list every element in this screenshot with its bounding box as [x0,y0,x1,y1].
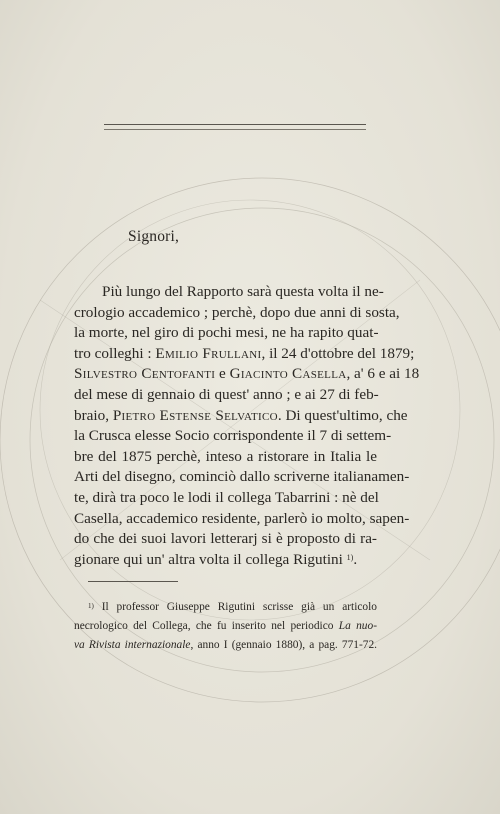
body-paragraph [74,282,420,570]
footnote-line [74,636,377,655]
text-line [74,385,377,406]
person-name: Giacinto Casella [229,365,347,383]
text-line [74,344,415,365]
text-run: crologio accademico ; perchè, dopo due anni di sosta, [74,303,400,321]
text-run: , il 24 d'ottobre del 1879; [261,344,415,362]
periodical-title: La nuo- [338,620,377,632]
text-run: Casella, accademico residente, parlerò io molto, sapen- [74,509,410,527]
text-run: do che dei suoi lavori letterarj si è proposto di ra- [74,530,377,548]
text-line [74,529,377,550]
text-line [74,550,377,571]
text-line [74,406,408,427]
text-line [74,426,392,447]
text-line [74,447,377,468]
footnote-reference: 1) [346,552,354,562]
text-run: bre del 1875 perchè, inteso a ristorare in Italia le [74,447,377,465]
text-run: tro colleghi : [74,344,156,362]
footnote-line [74,598,377,617]
text-run: la morte, nel giro di pochi mesi, ne ha rapito quat- [74,324,379,342]
text-line [74,303,400,324]
text-run: necrologico del Collega, che fu inserito nel periodico [74,620,339,632]
header-double-rule [104,124,366,130]
text-run: e [215,365,230,383]
person-name: Pietro Estense Selvatico [112,406,278,424]
text-line [74,467,410,488]
text-run: Arti del disegno, cominciò dallo scriverne italianamen- [74,468,410,486]
footnote-marker: 1) [88,602,94,610]
text-line [74,509,410,530]
text-run: braio, [74,406,113,424]
text-run: , anno I (gennaio 1880), a pag. 771-72. [190,639,377,651]
text-run: Il professor Giuseppe Rigutini scrisse già un articolo [101,601,377,613]
text-line [74,282,384,303]
text-run: . [353,550,358,568]
text-line [74,364,420,385]
footnote [74,598,377,655]
text-run: , a' 6 e ai 18 [346,365,420,383]
text-run: gionare qui un' altra volta il collega Rigutini [74,550,347,568]
text-run: . Di quest'ultimo, che [277,406,408,424]
periodical-title: va Rivista internazionale [74,639,191,651]
text-line [74,488,377,509]
text-line [74,323,377,344]
salutation: Signori, [128,228,180,245]
footnote-separator-rule [88,581,178,582]
text-run: la Crusca elesse Socio corrispondente il 7 di settem- [74,427,392,445]
text-run: del mese di gennaio di quest' anno ; e ai 27 di feb- [74,385,379,403]
footnote-line [74,617,377,636]
person-name: Silvestro Centofanti [74,365,216,383]
text-run: te, dirà tra poco le lodi il collega Tabarrini : nè del [74,488,379,506]
text-run: Più lungo del Rapporto sarà questa volta il ne- [102,283,384,300]
person-name: Emilio Frullani [155,344,262,362]
